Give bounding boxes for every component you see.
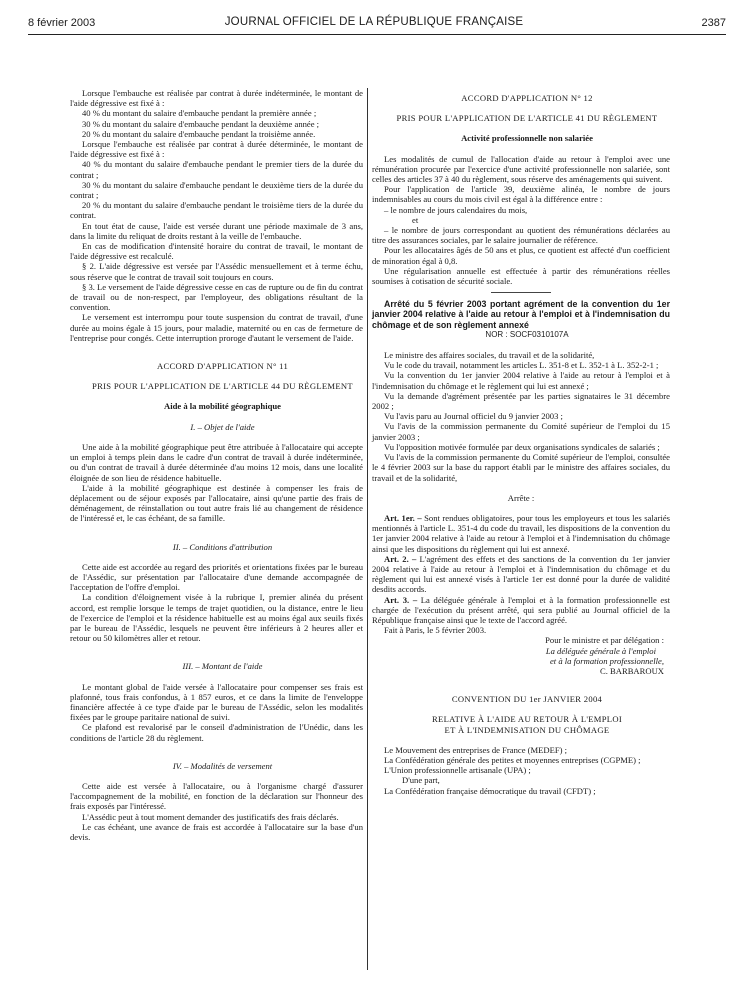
list-item: – le nombre de jours correspondant au quotient des rémunérations déclarées au titre des assurances sociales, par le salaire journalier de référence.	[372, 225, 670, 246]
section-title: Aide à la mobilité géographique	[164, 401, 281, 412]
signature-line: La déléguée générale à l'emploi	[545, 645, 656, 656]
paragraph: 40 % du montant du salaire d'embauche pendant la première année ;	[82, 108, 317, 119]
article-label: Art. 3. –	[384, 594, 418, 605]
paragraph: La condition d'éloignement visée à la rubrique I, premier alinéa du présent accord, est remplie lorsque le temps de trajet quotidien, ou la distance, entre le lieu de l'exercice de l'emploi et la résidence habituelle est au moins égal aux seuils fixés par le bureau de l'Assédic, lesquels ne peuvent être inférieurs à 2 heures aller et retour ou 50 kilomètres aller et retour.	[70, 592, 363, 644]
paragraph: En tout état de cause, l'aide est versée durant une période maximale de 3 ans, dans la limite du reliquat de droits restant à la veille de l'embauche.	[70, 220, 363, 241]
paragraph: La Confédération française démocratique du travail (CFDT) ;	[384, 785, 596, 796]
paragraph: 30 % du montant du salaire d'embauche pendant le deuxième tiers de la durée du contrat ;	[70, 179, 363, 201]
article-text: L'agrément des effets et des sanctions de la convention du 1er janvier 2004 relative à l'aide au retour à l'emploi et à l'indemnisation du chômage et du règlement qui lui est annexé visés à l'article 1er est donné pour la durée de validité desdits accords.	[372, 553, 670, 595]
paragraph: Pour l'application de l'article 39, deuxième alinéa, le nombre de jours indemnisables au cours du mois civil est égal à la différence entre :	[372, 184, 670, 205]
paragraph: Vu la demande d'agrément présentée par les parties signataires le 31 décembre 2002 ;	[372, 390, 670, 412]
paragraph: L'Assédic peut à tout moment demander des justificatifs des frais déclarés.	[82, 811, 339, 822]
paragraph: Vu la convention du 1er janvier 2004 relative à l'aide au retour à l'emploi et à l'indemnisation du chômage et le règlement qui lui est annexé ;	[372, 370, 670, 391]
accord-12-heading: ACCORD D'APPLICATION N° 12	[461, 93, 593, 103]
paragraph: Lorsque l'embauche est réalisée par contrat à durée déterminée, le montant de l'aide dégressive est fixé à :	[70, 139, 363, 160]
header-rule	[28, 34, 726, 35]
right-column	[372, 93, 670, 796]
paragraph: Vu l'opposition motivée formulée par deux organisations syndicales de salariés ;	[384, 441, 660, 452]
signatory-name: C. BARBAROUX	[600, 665, 664, 676]
accord-11-subheading: PRIS POUR L'APPLICATION DE L'ARTICLE 44 DU RÈGLEMENT	[92, 381, 353, 392]
paragraph: Le Mouvement des entreprises de France (MEDEF) ;	[384, 744, 568, 755]
paragraph: 40 % du montant du salaire d'embauche pendant le premier tiers de la durée du contrat ;	[70, 159, 363, 180]
convention-heading: CONVENTION DU 1er JANVIER 2004	[451, 694, 603, 705]
paragraph: Cette aide est versée à l'allocataire, ou à l'organisme chargé d'assurer l'accompagnement de la mobilité, en fonction de la déclaration sur l'honneur des frais exposés par l'intéressé.	[70, 780, 363, 812]
section-heading: IV. – Modalités de versement	[172, 760, 273, 771]
section-title: Activité professionnelle non salariée	[461, 133, 593, 144]
article-3	[372, 595, 670, 626]
article-text: Sont rendues obligatoires, pour tous les employeurs et tous les salariés mentionnés à l'article L. 351-4 du code du travail, les dispositions de la convention du 1er janvier 2004 relative à l'aide au retour à l'emploi et à l'indemnisation du chômage ainsi que les dispositions du règlement qui lui est annexé.	[372, 512, 670, 554]
paragraph: D'une part,	[402, 775, 440, 786]
paragraph: Une régularisation annuelle est effectuée à partir des rémunérations réelles soumises à cotisation de sécurité sociale.	[372, 265, 670, 287]
paragraph: Pour les allocataires âgés de 50 ans et plus, ce quotient est affecté d'un coefficient de minoration égal à 0,8.	[372, 245, 670, 266]
journal-title: JOURNAL OFFICIEL DE LA RÉPUBLIQUE FRANÇAISE	[224, 16, 524, 28]
signature-date: Fait à Paris, le 5 février 2003.	[384, 625, 487, 636]
paragraph: L'aide à la mobilité géographique est destinée à compenser les frais de déplacement ou de séjour exposés par l'allocataire, ainsi qu'une partie des frais de déménagement, de réinstallation ou tout autre frais lié au changement de résidence de l'intéressé et, le cas échéant, de sa famille.	[70, 482, 363, 524]
paragraph: Le cas échéant, une avance de frais est accordée à l'allocataire sur la base d'un devis.	[70, 821, 363, 842]
paragraph: Ce plafond est revalorisé par le conseil d'administration de l'Unédic, dans les conditions de l'article 28 du règlement.	[70, 722, 363, 743]
paragraph: 30 % du montant du salaire d'embauche pendant la deuxième année ;	[82, 118, 320, 129]
paragraph: Une aide à la mobilité géographique peut être attribuée à l'allocataire qui accepte un emploi à temps plein dans le cadre d'un contrat de travail à durée indéterminée, ou d'un contrat de travail à durée déterminée d'au moins 12 mois, dans une localité éloignée de son lieu de résidence habituelle.	[70, 441, 363, 483]
page-number: 2387	[701, 17, 726, 29]
section-heading: I. – Objet de l'aide	[190, 421, 255, 432]
section-heading: II. – Conditions d'attribution	[172, 541, 273, 552]
paragraph: La Confédération générale des petites et moyennes entreprises (CGPME) ;	[384, 754, 641, 765]
paragraph: En cas de modification d'intensité horaire du contrat de travail, le montant de l'aide dégressive est recalculé.	[70, 241, 363, 262]
paragraph: L'Union professionnelle artisanale (UPA) ;	[384, 765, 531, 776]
paragraph: Vu l'avis paru au Journal officiel du 9 janvier 2003 ;	[384, 411, 563, 422]
paragraph: Le versement est interrompu pour toute suspension du contrat de travail, d'une durée au moins égale à 15 jours, pour maladie, maternité ou en cas de fermeture de l'entreprise pour congés. Cette interruption proroge d'autant le versement de l'aide.	[70, 312, 363, 343]
article-label: Art. 2. –	[384, 553, 417, 564]
article-label: Art. 1er. –	[384, 512, 422, 523]
paragraph: Vu l'avis de la commission permanente du Comité supérieur de l'emploi du 15 janvier 2003 ;	[372, 421, 670, 442]
paragraph: 20 % du montant du salaire d'embauche pendant la troisième année.	[82, 128, 316, 139]
article-2	[372, 554, 670, 595]
decree-title: Arrêté du 5 février 2003 portant agrément de la convention du 1er janvier 2004 relative à l'aide au retour à l'emploi et à l'indemnisation du chômage et de son règlement annexé	[372, 299, 670, 330]
issue-date: 8 février 2003	[28, 17, 96, 29]
paragraph: § 2. L'aide dégressive est versée par l'Assédic mensuellement et à terme échu, sous réserve que le contrat de travail soit toujours en cours.	[70, 261, 363, 282]
left-column	[70, 88, 363, 842]
convention-subheading: RELATIVE À L'AIDE AU RETOUR À L'EMPLOI	[431, 714, 623, 725]
nor-reference: NOR : SOCF0310107A	[485, 329, 569, 339]
accord-11-heading: ACCORD D'APPLICATION N° 11	[156, 361, 289, 372]
paragraph: Le ministre des affaires sociales, du travail et de la solidarité,	[384, 350, 595, 361]
paragraph: Cette aide est accordée au regard des priorités et orientations fixées par le bureau de l'Assédic, sur présentation par l'allocataire d'une demande accompagnée de l'acceptation de l'offre d'emploi.	[70, 561, 363, 593]
paragraph: Les modalités de cumul de l'allocation d'aide au retour à l'emploi avec une rémunération procurée par l'exercice d'une activité professionnelle non salariée, sont celles des articles 37 à 40 du règlement, sous réserve des aménagements qui suivent.	[372, 153, 670, 185]
article-1	[372, 513, 670, 554]
paragraph: § 3. Le versement de l'aide dégressive cesse en cas de rupture ou de fin du contrat de travail ou de non-respect, par l'employeur, des obligations résultant de la convention.	[70, 281, 363, 313]
article-text: La déléguée générale à l'emploi et à la formation professionnelle est chargée de l'exécution du présent arrêté, qui sera publié au Journal officiel de la République française ainsi que le texte de l'accord agréé.	[372, 594, 670, 625]
paragraph: Vu l'avis de la commission permanente du Comité supérieur de l'emploi, consultée le 4 février 2003 sur la base du rapport établi par le ministre des affaires sociales, du travail et de la solidarité,	[372, 452, 670, 483]
page-header	[0, 14, 748, 34]
signature-line: Pour le ministre et par délégation :	[545, 635, 664, 646]
list-item: – le nombre de jours calendaires du mois,	[384, 204, 528, 215]
signature-line: et à la formation professionnelle,	[549, 655, 664, 666]
convention-subheading: ET À L'INDEMNISATION DU CHÔMAGE	[444, 724, 610, 735]
conjunction: et	[412, 214, 419, 225]
column-divider	[367, 88, 368, 970]
paragraph: 20 % du montant du salaire d'embauche pendant le troisième tiers de la durée du contrat.	[70, 200, 363, 221]
accord-12-subheading: PRIS POUR L'APPLICATION DE L'ARTICLE 41 DU RÈGLEMENT	[396, 113, 658, 124]
paragraph: Lorsque l'embauche est réalisée par contrat à durée indéterminée, le montant de l'aide dégressive est fixé à :	[70, 88, 363, 109]
paragraph: Le montant global de l'aide versée à l'allocataire pour compenser ses frais est plafonné, tous frais confondus, à 1 857 euros, et ce dans la limite de l'enveloppe financière affectée à ce type d'aide par le bureau de l'Assédic, selon les modalités fixées par le groupe paritaire national de suivi.	[70, 681, 363, 723]
paragraph: Vu le code du travail, notamment les articles L. 351-8 et L. 352-1 à L. 352-2-1 ;	[384, 360, 659, 371]
section-heading: III. – Montant de l'aide	[182, 661, 263, 672]
separator	[491, 292, 551, 293]
arrete-label: Arrête :	[507, 492, 535, 503]
